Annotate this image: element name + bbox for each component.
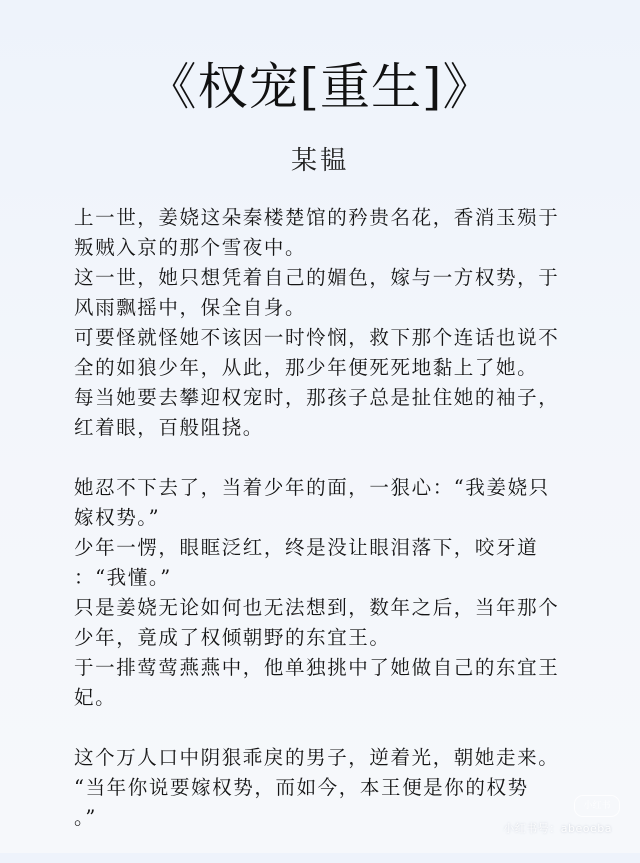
text-line: 少年，竟成了权倾朝野的东宜王。 bbox=[74, 626, 391, 649]
text-line: 红着眼，百般阻挠。 bbox=[74, 416, 264, 439]
text-line: 全的如狼少年，从此，那少年便死死地黏上了她。 bbox=[74, 356, 539, 379]
text-line: 这个万人口中阴狠乖戾的男子，逆着光，朝她走来。 bbox=[74, 746, 560, 769]
xiaohongshu-id-watermark: 小红书号：abeoeba bbox=[503, 822, 612, 835]
text-line: 叛贼入京的那个雪夜中。 bbox=[74, 236, 307, 259]
paragraph bbox=[74, 473, 582, 713]
text-line: 上一世，姜娆这朵秦楼楚馆的矜贵名花，香消玉殒于 bbox=[74, 206, 560, 229]
text-line: 每当她要去攀迎权宠时，那孩子总是扯住她的袖子， bbox=[74, 386, 560, 409]
text-line: ：“我懂。” bbox=[74, 566, 172, 589]
text-line: 这一世，她只想凭着自己的媚色，嫁与一方权势，于 bbox=[74, 266, 560, 289]
text-line: 只是姜娆无论如何也无法想到，数年之后，当年那个 bbox=[74, 596, 560, 619]
text-line: 。” bbox=[74, 806, 97, 829]
text-line: “当年你说要嫁权势，而如今，本王便是你的权势 bbox=[74, 776, 529, 799]
author-name: 某韫 bbox=[290, 146, 349, 176]
synopsis-body bbox=[74, 203, 582, 863]
text-line: 于一排莺莺燕燕中，他单独挑中了她做自己的东宜王 bbox=[74, 656, 560, 679]
xiaohongshu-logo-watermark: 小红书 bbox=[574, 795, 620, 817]
paragraph bbox=[74, 203, 582, 443]
text-line: 妃。 bbox=[74, 686, 117, 709]
text-line: 可要怪就怪她不该因一时怜悯，救下那个连话也说不 bbox=[74, 326, 560, 349]
book-title: 《权宠[重生]》 bbox=[146, 58, 494, 116]
text-line: 少年一愣，眼眶泛红，终是没让眼泪落下，咬牙道 bbox=[74, 536, 539, 559]
text-line: 她忍不下去了，当着少年的面，一狠心：“我姜娆只 bbox=[74, 476, 550, 499]
text-line: 嫁权势。” bbox=[74, 506, 161, 529]
text-line: 风雨飘摇中，保全自身。 bbox=[74, 296, 307, 319]
